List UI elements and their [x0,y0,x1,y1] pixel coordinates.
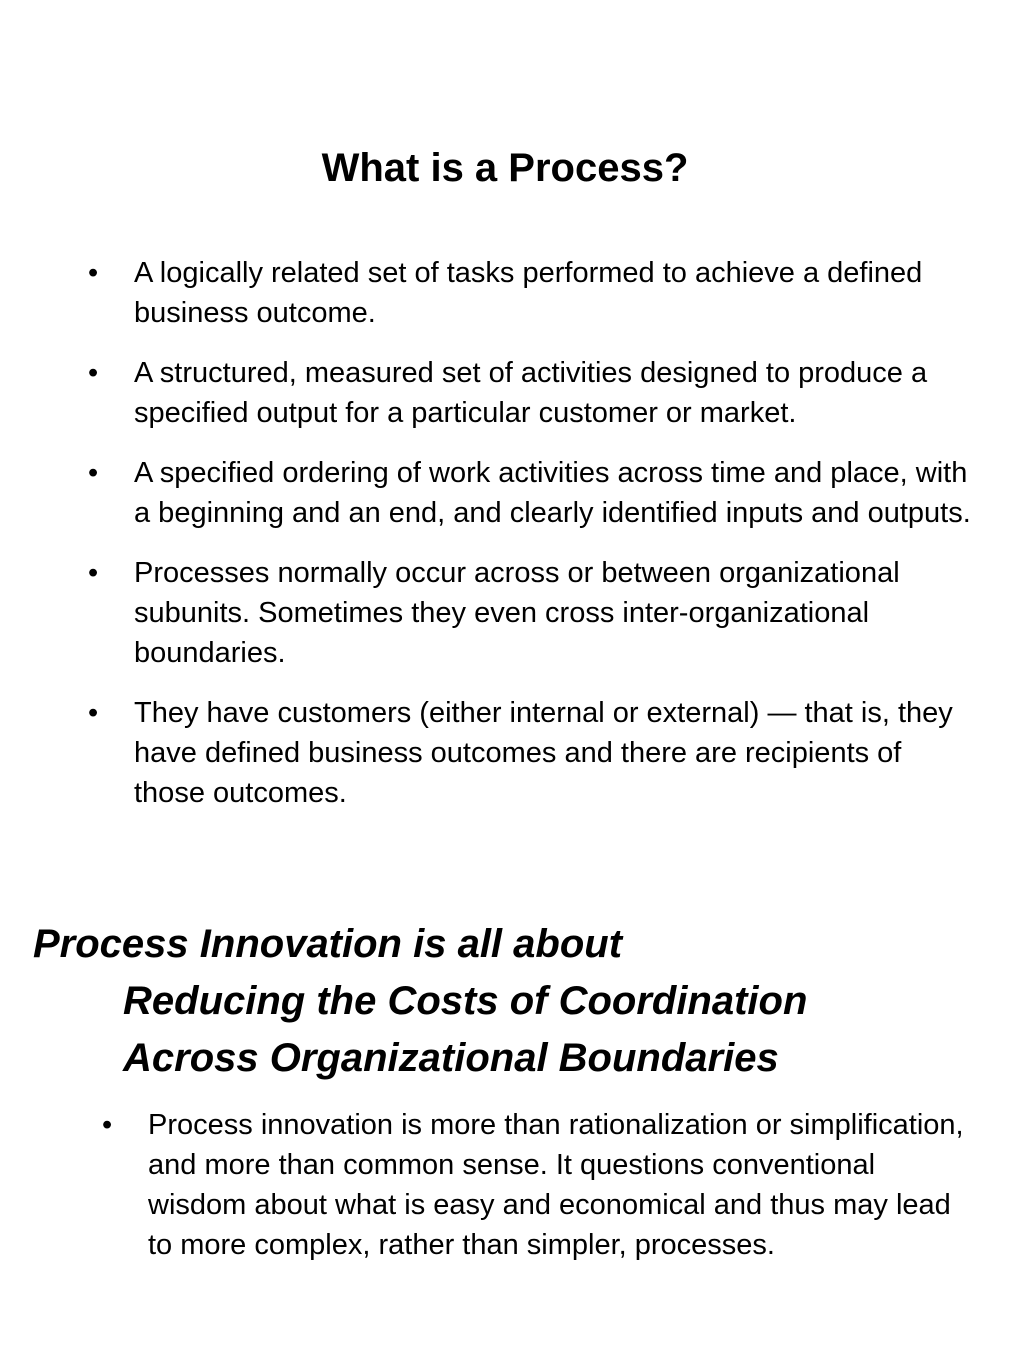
list-item-text: A structured, measured set of activities designed to produce a specified output for a particular customer or market. [134,357,928,429]
subheading [33,916,993,1087]
bullet-icon: • [88,457,99,489]
list-item-text: A logically related set of tasks performed to achieve a defined business outcome. [134,257,923,329]
definition-list [88,253,974,833]
list-item-text: Processes normally occur across or between organizational subunits. Sometimes they even cross inter-organizational boundaries. [134,557,900,669]
subheading-line: Across Organizational Boundaries [123,1036,779,1080]
subheading-line: Reducing the Costs of Coordination [123,979,808,1023]
bullet-icon: • [88,557,99,589]
subheading-line: Process Innovation is all about [33,922,623,966]
list-item-text: A specified ordering of work activities across time and place, with a beginning and an end, and clearly identified inputs and outputs. [134,457,971,529]
list-item [102,1105,978,1265]
list-item [88,693,974,813]
bullet-icon: • [88,697,99,729]
bullet-icon: • [88,357,99,389]
list-item-text: They have customers (either internal or external) — that is, they have defined business outcomes and there are recipients of those outcomes. [134,697,953,809]
page-title: What is a Process? [321,146,689,190]
list-item [88,453,974,533]
list-item [88,353,974,433]
list-item [88,553,974,673]
list-item [88,253,974,333]
bullet-icon: • [88,257,99,289]
innovation-list [102,1105,978,1285]
bullet-icon: • [102,1109,113,1141]
list-item-text: Process innovation is more than rationalization or simplification, and more than common sense. It questions conventional wisdom about what is easy and economical and thus may lead to more complex, rather than simpler, processes. [148,1109,964,1261]
